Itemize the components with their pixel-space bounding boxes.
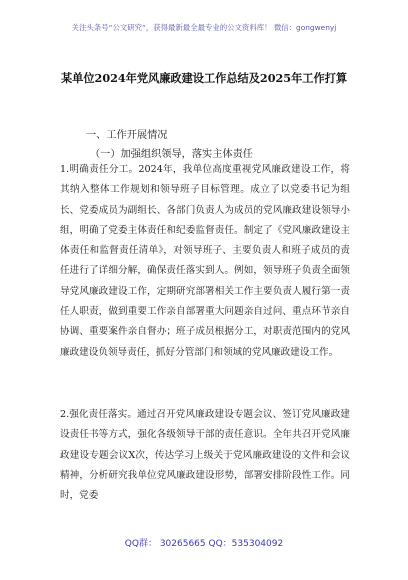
section-heading: 一、工作开展情况 (86, 130, 168, 141)
body-paragraph-1: 1.明确责任分工。2024年，我单位高度重视党风廉政建设工作，将其纳入整体工作规划和领导班子目标管理。成立了以党委书记为组长、党委成员为副组长、各部门负责人为成员的党风廉政建设领导小组，明确了党委主体责任和纪委监督责任。制定了《党风廉政建设主体责任和监督责任清单》，对领导班子、主要负责人和班子成员的责任进行了详细分解，确保责任落实到人。例如，领导班子负责全面领导党风廉政建设工作，定期研究部署相关工作主要负责人履行第一责任人职责，做到重要工作亲自部署重大问题亲自过问、重点环节亲自协调、重要案件亲自督办；班子成员根据分工，对职责范围内的党风廉政建设负领导责任，抓好分管部门和领域的党风廉政建设工作。 (60, 164, 350, 358)
footer-contact: QQ群： 30265665 QQ：535304092 (124, 539, 284, 549)
body-paragraph-2: 2.强化责任落实。通过召开党风廉政建设专题会议、签订党风廉政建设责任书等方式，强化各级领导干部的责任意识。全年共召开党风廉政建设专题会议X次，传达学习上级关于党风廉政建设的文件和会议精神，分析研究我单位党风廉政建设形势，部署安排阶段性工作。同时，党委 (60, 409, 350, 502)
header-note: 关注头条号“公文研究”，获得最新最全最专业的公文资料库！ 微信：gongwenyj (71, 23, 337, 32)
document-title: 某单位2024年党风廉政建设工作总结及2025年工作打算 (60, 71, 348, 85)
subsection-heading: （一）加强组织领导，落实主体责任 (90, 149, 253, 160)
